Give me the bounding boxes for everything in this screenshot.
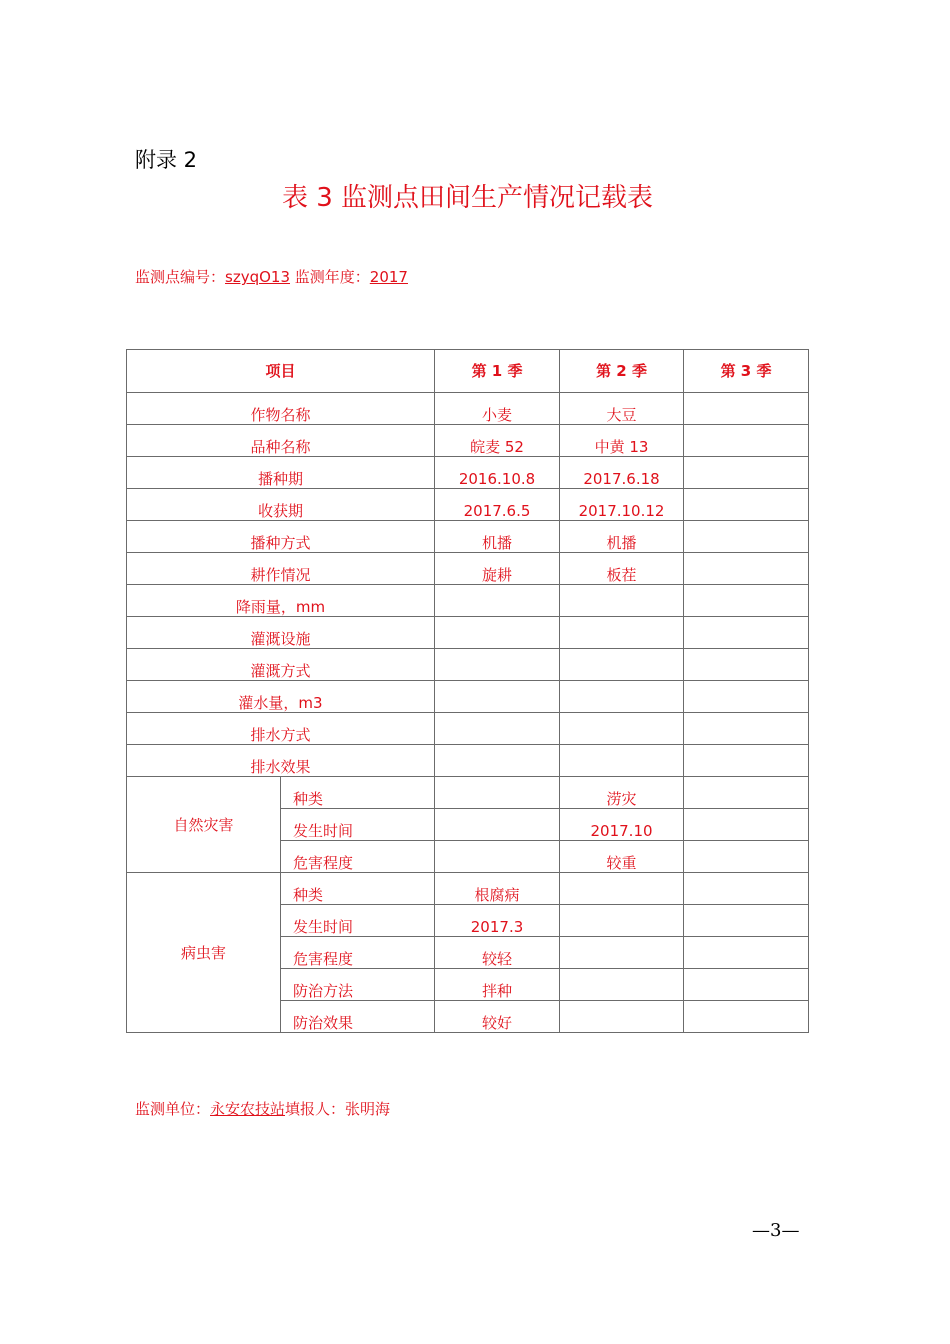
season-2-cell: 板茬 [560, 553, 684, 585]
row-item-label: 作物名称 [127, 393, 435, 425]
season-1-cell [435, 809, 560, 841]
season-1-cell: 皖麦 52 [435, 425, 560, 457]
row-item-label: 品种名称 [127, 425, 435, 457]
table-row [127, 425, 809, 457]
row-item-label: 灌水量，m3 [127, 681, 435, 713]
season-3-cell [684, 809, 809, 841]
sub-item-label: 种类 [281, 873, 435, 905]
season-2-cell [560, 969, 684, 1001]
season-1-cell: 拌种 [435, 969, 560, 1001]
table-row [127, 713, 809, 745]
table-row [127, 521, 809, 553]
sub-item-label: 发生时间 [281, 809, 435, 841]
sub-item-label: 种类 [281, 777, 435, 809]
unit-label: 监测单位： [135, 1100, 211, 1118]
season-1-cell [435, 841, 560, 873]
season-2-cell: 中黄 13 [560, 425, 684, 457]
season-1-cell [435, 777, 560, 809]
season-1-cell: 小麦 [435, 393, 560, 425]
season-3-cell [684, 585, 809, 617]
category-label: 病虫害 [127, 873, 281, 1033]
season-3-cell [684, 489, 809, 521]
document-title: 表 3 监测点田间生产情况记载表 [281, 183, 654, 213]
reporter-label: 填报人： [285, 1100, 346, 1118]
site-number-value: szyqO13 [225, 268, 290, 286]
season-2-cell [560, 873, 684, 905]
season-1-cell [435, 649, 560, 681]
season-2-cell [560, 649, 684, 681]
season-3-cell [684, 745, 809, 777]
season-1-cell: 2016.10.8 [435, 457, 560, 489]
season-1-cell [435, 681, 560, 713]
table-row [127, 553, 809, 585]
season-2-cell [560, 937, 684, 969]
header-item: 项目 [127, 350, 435, 393]
season-2-cell [560, 681, 684, 713]
season-3-cell [684, 457, 809, 489]
reporter-value: 张明海 [345, 1100, 391, 1118]
sub-item-label: 危害程度 [281, 841, 435, 873]
header-season-3: 第 3 季 [684, 350, 809, 393]
season-3-cell [684, 841, 809, 873]
sub-item-label: 防治方法 [281, 969, 435, 1001]
row-item-label: 灌溉方式 [127, 649, 435, 681]
row-item-label: 降雨量，mm [127, 585, 435, 617]
table-row [127, 873, 809, 905]
sub-item-label: 危害程度 [281, 937, 435, 969]
unit-value: 永安农技站 [210, 1100, 286, 1118]
table-row [127, 489, 809, 521]
table-header-row [127, 350, 809, 393]
season-3-cell [684, 905, 809, 937]
row-item-label: 灌溉设施 [127, 617, 435, 649]
table-row [127, 393, 809, 425]
season-1-cell [435, 585, 560, 617]
season-2-cell [560, 745, 684, 777]
row-item-label: 播种期 [127, 457, 435, 489]
page-number: —3— [752, 1220, 800, 1241]
table-row [127, 457, 809, 489]
season-2-cell [560, 617, 684, 649]
field-production-table [126, 349, 809, 1033]
table-row [127, 585, 809, 617]
season-3-cell [684, 617, 809, 649]
season-3-cell [684, 393, 809, 425]
season-2-cell [560, 713, 684, 745]
season-1-cell [435, 617, 560, 649]
season-3-cell [684, 553, 809, 585]
season-1-cell: 根腐病 [435, 873, 560, 905]
season-1-cell: 2017.3 [435, 905, 560, 937]
season-3-cell [684, 873, 809, 905]
site-number-label: 监测点编号： [135, 268, 226, 286]
category-label: 自然灾害 [127, 777, 281, 873]
sub-item-label: 发生时间 [281, 905, 435, 937]
season-3-cell [684, 777, 809, 809]
sub-item-label: 防治效果 [281, 1001, 435, 1033]
row-item-label: 播种方式 [127, 521, 435, 553]
row-item-label: 排水效果 [127, 745, 435, 777]
season-3-cell [684, 425, 809, 457]
season-3-cell [684, 521, 809, 553]
season-1-cell: 旋耕 [435, 553, 560, 585]
season-2-cell: 2017.10.12 [560, 489, 684, 521]
table-row [127, 649, 809, 681]
header-season-1: 第 1 季 [435, 350, 560, 393]
season-3-cell [684, 969, 809, 1001]
season-2-cell: 大豆 [560, 393, 684, 425]
season-1-cell: 较好 [435, 1001, 560, 1033]
table-row [127, 681, 809, 713]
season-3-cell [684, 1001, 809, 1033]
season-1-cell: 机播 [435, 521, 560, 553]
table-row [127, 745, 809, 777]
season-3-cell [684, 713, 809, 745]
season-1-cell: 2017.6.5 [435, 489, 560, 521]
season-2-cell: 较重 [560, 841, 684, 873]
season-2-cell [560, 585, 684, 617]
season-2-cell: 涝灾 [560, 777, 684, 809]
season-3-cell [684, 649, 809, 681]
table-row [127, 617, 809, 649]
season-2-cell: 2017.6.18 [560, 457, 684, 489]
season-2-cell [560, 905, 684, 937]
season-1-cell: 较轻 [435, 937, 560, 969]
season-2-cell [560, 1001, 684, 1033]
season-3-cell [684, 937, 809, 969]
season-1-cell [435, 745, 560, 777]
season-1-cell [435, 713, 560, 745]
row-item-label: 耕作情况 [127, 553, 435, 585]
monitoring-info [135, 266, 408, 287]
season-3-cell [684, 681, 809, 713]
table-row [127, 777, 809, 809]
footer-info [135, 1098, 390, 1119]
row-item-label: 收获期 [127, 489, 435, 521]
season-2-cell: 机播 [560, 521, 684, 553]
year-value: 2017 [369, 268, 408, 286]
header-season-2: 第 2 季 [560, 350, 684, 393]
season-2-cell: 2017.10 [560, 809, 684, 841]
row-item-label: 排水方式 [127, 713, 435, 745]
appendix-label: 附录 2 [135, 148, 198, 172]
year-label: 监测年度： [294, 268, 370, 286]
